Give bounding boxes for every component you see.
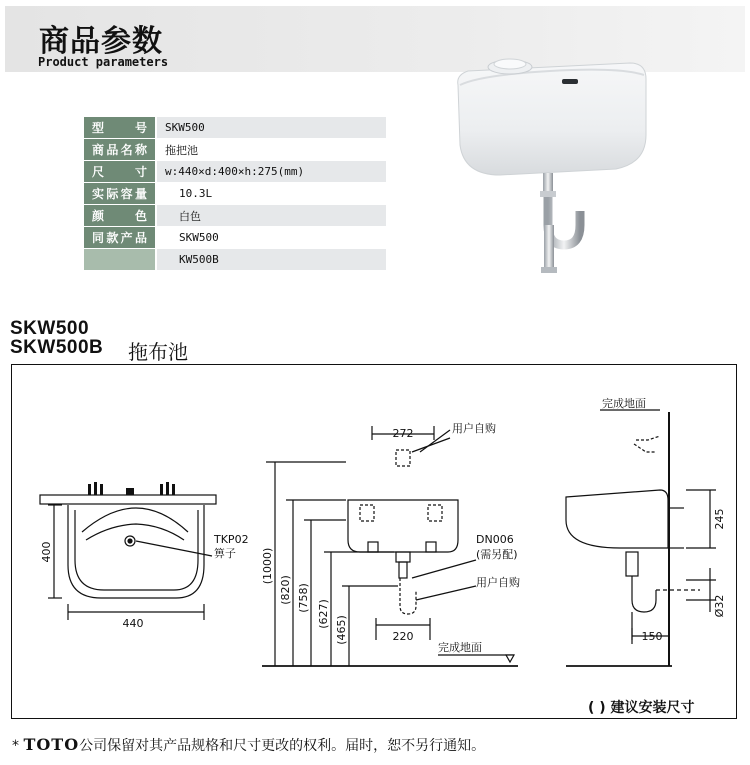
model-code-2: SKW500B	[10, 337, 104, 358]
param-value: 拖把池	[156, 139, 386, 161]
page-subtitle: Product parameters	[38, 55, 169, 69]
dim-400: 400	[40, 541, 53, 563]
param-key: 实际容量	[84, 183, 156, 205]
label-floor-wall: 完成地面	[602, 397, 646, 410]
model-code-1: SKW500	[10, 318, 90, 339]
dim-220: 220	[392, 630, 414, 643]
brand-name: TOTO	[23, 735, 80, 754]
dim-245: 245	[713, 508, 726, 530]
dim-440: 440	[122, 617, 144, 630]
dim-627: (627)	[317, 599, 330, 629]
param-key: 同款产品	[84, 227, 156, 249]
param-value: KW500B	[156, 249, 386, 271]
part-code: TKP02	[214, 533, 249, 546]
param-key: 颜色	[84, 205, 156, 227]
page-title: 商品参数	[39, 24, 163, 59]
footer-text: 公司保留对其产品规格和尺寸更改的权利。届时，恕不另行通知。	[79, 738, 486, 754]
param-value: 白色	[156, 205, 386, 227]
front-view	[40, 482, 216, 620]
dim-272: 272	[392, 427, 414, 440]
install-size-note: ( ) 建议安装尺寸	[588, 700, 695, 716]
label-drain-note: (需另配)	[476, 548, 518, 561]
label-user-supplied-bottom: 用户自购	[476, 576, 520, 589]
dim-758: (758)	[297, 583, 310, 613]
label-floor-side: 完成地面	[438, 641, 482, 654]
label-drain-code: DN006	[476, 533, 514, 546]
label-user-supplied-top: 用户自购	[452, 422, 496, 435]
param-key: 型号	[84, 117, 156, 139]
part-name: 箅子	[214, 547, 236, 560]
dim-dia32: Ø32	[713, 594, 726, 618]
param-key: 尺寸	[84, 161, 156, 183]
param-key: 商品名称	[84, 139, 156, 161]
dim-1000: (1000)	[261, 547, 274, 585]
footer-disclaimer	[12, 735, 485, 755]
dim-465: (465)	[335, 615, 348, 645]
dim-150: 150	[641, 630, 663, 643]
model-name: 拖布池	[128, 340, 188, 364]
footer-asterisk: *	[12, 738, 19, 754]
param-value: SKW500	[156, 117, 386, 139]
param-value: w:440×d:400×h:275(mm)	[156, 161, 386, 183]
dim-820: (820)	[279, 575, 292, 605]
param-value: SKW500	[156, 227, 386, 249]
side-view	[262, 426, 518, 666]
wall-view	[566, 410, 716, 666]
param-value: 10.3L	[156, 183, 386, 205]
